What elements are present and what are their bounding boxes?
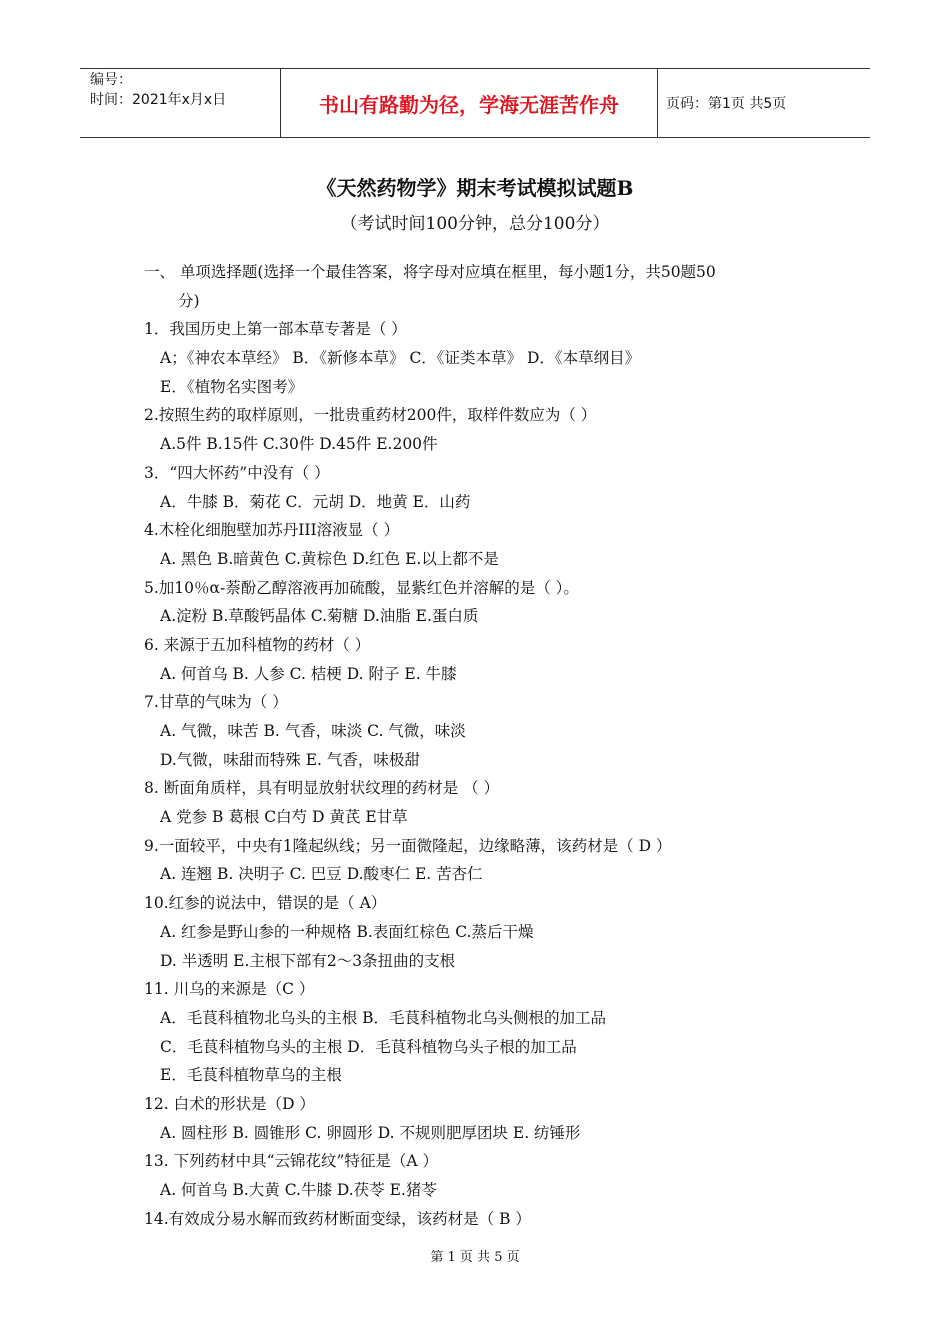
answer-options: A. 红参是野山参的一种规格 B.表面红棕色 C.蒸后干燥: [160, 922, 534, 941]
answer-options: A．牛膝 B．菊花 C．元胡 D．地黄 E．山药: [160, 492, 471, 511]
answer-options: E．毛茛科植物草乌的主根: [160, 1066, 342, 1085]
question-text: 1．我国历史上第一部本草专著是（ ）: [144, 320, 407, 339]
page-footer: 第 1 页 共 5 页: [430, 1250, 520, 1265]
header-page-label: 页码：第1页 共5页: [666, 96, 787, 112]
answer-options: A；《神农本草经》 B．《新修本草》 C．《证类本草》 D．《本草纲目》: [160, 349, 641, 368]
answer-options: A.5件 B.15件 C.30件 D.45件 E.200件: [160, 435, 438, 454]
answer-options: A. 何首乌 B. 人参 C. 桔梗 D. 附子 E. 牛膝: [160, 664, 457, 683]
exam-title: 《天然药物学》期末考试模拟试题B: [316, 176, 634, 200]
exam-subtitle: （考试时间100分钟，总分100分）: [340, 214, 610, 234]
number-label: 编号：: [90, 72, 132, 88]
question-text: 5.加10％α-萘酚乙醇溶液再加硫酸，显紫红色并溶解的是（ ）。: [144, 578, 579, 597]
answer-options: A. 气微，味苦 B. 气香，味淡 C. 气微，味淡: [160, 722, 466, 740]
question-text: 13. 下列药材中具“云锦花纹”特征是（A ）: [144, 1152, 439, 1171]
question-text: 8. 断面角质样，具有明显放射状纹理的药材是 （ ）: [144, 779, 500, 798]
answer-options: D.气微，味甜而特殊 E. 气香，味极甜: [160, 750, 420, 769]
answer-options: C．毛茛科植物乌头的主根 D．毛茛科植物乌头子根的加工品: [160, 1037, 577, 1056]
page-header: [80, 68, 870, 138]
answer-options: A 党参 B 葛根 C白芍 D 黄芪 E甘草: [160, 808, 408, 827]
question-text: 2.按照生药的取样原则，一批贵重药材200件，取样件数应为（ ）: [144, 406, 597, 425]
answer-options: A．毛茛科植物北乌头的主根 B．毛茛科植物北乌头侧根的加工品: [160, 1008, 607, 1027]
header-left-cell: [80, 69, 280, 137]
answer-options: A. 圆柱形 B. 圆锥形 C. 卵圆形 D. 不规则肥厚团块 E. 纺锤形: [160, 1123, 581, 1142]
question-text: 9.一面较平，中央有1隆起纵线；另一面微隆起，边缘略薄，该药材是（ D ）: [144, 836, 672, 855]
question-text: 3．“四大怀药”中没有（ ）: [144, 463, 330, 482]
question-text: 4.木栓化细胞壁加苏丹III溶液显（ ）: [144, 521, 400, 540]
question-text: 12. 白术的形状是（D ）: [144, 1094, 315, 1113]
header-motto: 书山有路勤为径，学海无涯苦作舟: [280, 69, 658, 137]
answer-options: A. 何首乌 B.大黄 C.牛膝 D.茯苓 E.猪苓: [160, 1181, 437, 1199]
time-label: 时间：2021年x月x日: [90, 92, 227, 108]
question-text: 6. 来源于五加科植物的药材（ ）: [144, 635, 371, 654]
answer-options: D. 半透明 E.主根下部有2～3条扭曲的支根: [160, 951, 456, 970]
question-text: 14.有效成分易水解而致药材断面变绿，该药材是（ B ）: [144, 1209, 531, 1228]
section-heading-cont: 分): [178, 291, 200, 310]
answer-options: A.淀粉 B.草酸钙晶体 C.菊糖 D.油脂 E.蛋白质: [160, 607, 479, 626]
question-text: 11. 川乌的来源是（C ）: [144, 980, 315, 999]
answer-options: E．《植物名实图考》: [160, 377, 304, 396]
answer-options: A. 黑色 B.暗黄色 C.黄棕色 D.红色 E.以上都不是: [160, 549, 499, 568]
question-text: 10.红参的说法中，错误的是（ A）: [144, 894, 387, 913]
question-text: 7.甘草的气味为（ ）: [144, 693, 288, 712]
exam-body: [144, 258, 824, 1233]
section-heading: 一、 单项选择题(选择一个最佳答案，将字母对应填在框里，每小题1分，共50题50: [144, 263, 716, 281]
answer-options: A. 连翘 B. 决明子 C. 巴豆 D.酸枣仁 E. 苦杏仁: [160, 865, 483, 884]
